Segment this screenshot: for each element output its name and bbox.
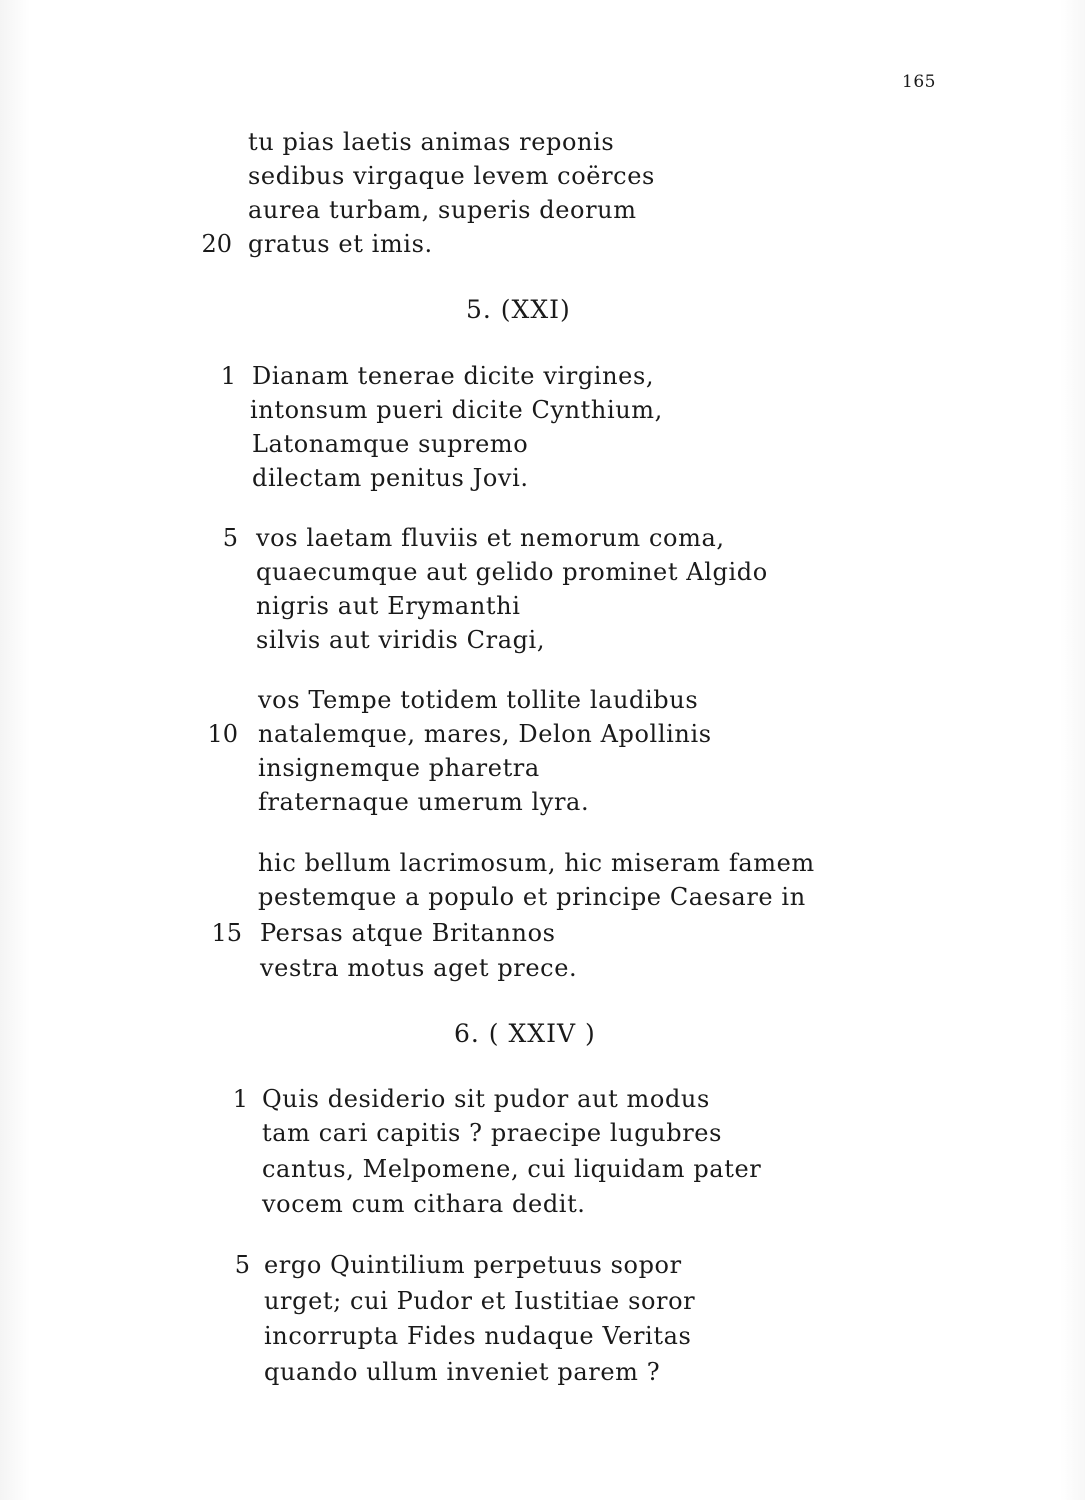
verse-line: vestra motus aget prece. [260, 954, 578, 982]
verse-line: sedibus virgaque levem coërces [248, 162, 655, 190]
verse-line: Latonamque supremo [252, 430, 529, 458]
verse-line: vos laetam fluviis et nemorum coma, [256, 524, 725, 552]
line-number: 10 [207, 720, 238, 748]
verse-line: nigris aut Erymanthi [256, 592, 521, 620]
line-number: 15 [211, 919, 242, 947]
verse-line: Quis desiderio sit pudor aut modus [262, 1085, 710, 1113]
verse-line: tam cari capitis ? praecipe lugubres [262, 1119, 722, 1147]
verse-line: aurea turbam, superis deorum [248, 196, 637, 224]
verse-line: natalemque, mares, Delon Apollinis [258, 720, 712, 748]
verse-line: vos Tempe totidem tollite laudibus [258, 686, 699, 714]
verse-line: quando ullum inveniet parem ? [264, 1358, 661, 1386]
poem-heading: 5. (XXI) [466, 295, 571, 324]
verse-line: tu pias laetis animas reponis [248, 128, 615, 156]
verse-line: fraternaque umerum lyra. [258, 788, 590, 816]
verse-line: dilectam penitus Jovi. [252, 464, 529, 492]
verse-line: vocem cum cithara dedit. [262, 1190, 586, 1218]
verse-line: incorrupta Fides nudaque Veritas [264, 1322, 692, 1350]
line-number: 1 [232, 1085, 248, 1113]
line-number: 5 [222, 524, 238, 552]
page-number: 165 [902, 72, 936, 92]
verse-line: insignemque pharetra [258, 754, 540, 782]
line-number: 1 [220, 362, 236, 390]
verse-line: urget; cui Pudor et Iustitiae soror [264, 1287, 696, 1315]
poem-heading: 6. ( XXIV ) [454, 1019, 596, 1048]
line-number: 20 [201, 230, 232, 258]
verse-line: gratus et imis. [248, 230, 433, 258]
verse-line: intonsum pueri dicite Cynthium, [250, 396, 663, 424]
verse-line: silvis aut viridis Cragi, [256, 626, 546, 654]
verse-line: pestemque a populo et principe Caesare in [258, 883, 806, 911]
verse-line: Dianam tenerae dicite virgines, [252, 362, 655, 390]
verse-line: quaecumque aut gelido prominet Algido [256, 558, 768, 586]
verse-line: ergo Quintilium perpetuus sopor [264, 1251, 682, 1279]
line-number: 5 [234, 1251, 250, 1279]
verse-line: hic bellum lacrimosum, hic miseram famem [258, 849, 815, 877]
verse-line: Persas atque Britannos [260, 919, 556, 947]
verse-line: cantus, Melpomene, cui liquidam pater [262, 1155, 762, 1183]
